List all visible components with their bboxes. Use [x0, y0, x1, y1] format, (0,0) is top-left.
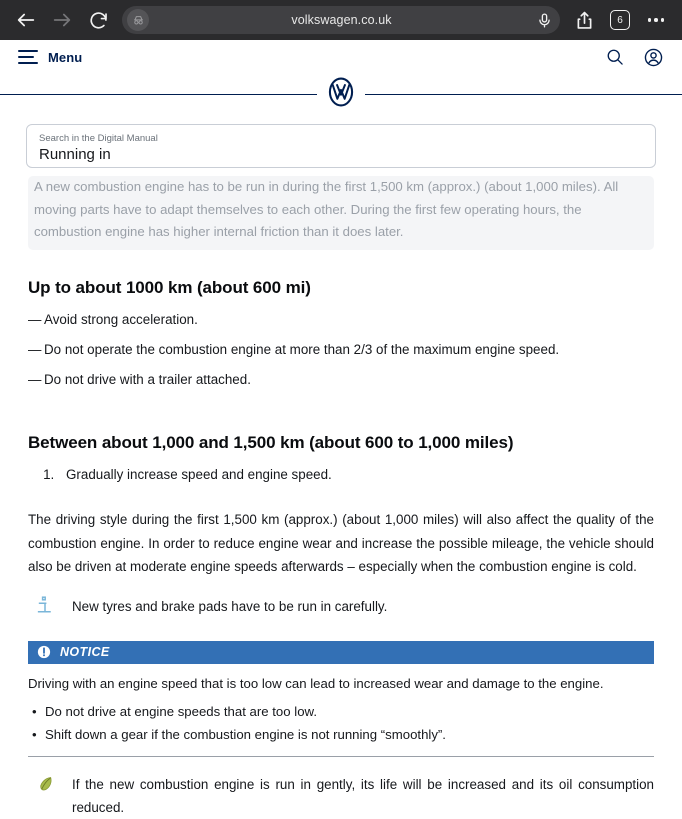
divider-left	[0, 94, 317, 95]
account-icon[interactable]	[643, 47, 664, 68]
search-input-label: Search in the Digital Manual	[39, 133, 158, 144]
notice-body	[28, 664, 654, 746]
search-icon[interactable]	[605, 47, 625, 67]
forward-button[interactable]	[50, 8, 74, 32]
menu-label: Menu	[48, 49, 83, 65]
eco-note-text: If the new combustion engine is run in gently, its life will be increased and its oil consumption reduced.	[72, 776, 654, 815]
more-ellipsis-icon	[648, 18, 652, 22]
url-text: volkswagen.co.uk	[291, 13, 392, 27]
browser-toolbar	[0, 0, 682, 40]
forward-arrow-icon	[51, 9, 73, 31]
manual-search-wrap	[0, 114, 682, 168]
incognito-icon	[131, 13, 146, 28]
info-note-text: New tyres and brake pads have to be run in carefully.	[72, 598, 388, 614]
logo-divider	[0, 74, 682, 114]
notice-list	[28, 700, 654, 746]
section-divider	[28, 756, 654, 757]
voice-search-button[interactable]	[534, 10, 554, 30]
share-button[interactable]	[572, 8, 596, 32]
url-bar[interactable]	[122, 6, 560, 34]
section-1-list	[28, 308, 654, 391]
tab-count-label: 6	[610, 10, 630, 30]
more-ellipsis-icon	[661, 18, 665, 22]
more-options-button[interactable]	[644, 8, 668, 32]
list-item: • Shift down a gear if the combustion engine is not running “smoothly”.	[28, 723, 654, 746]
information-icon	[36, 595, 58, 621]
more-ellipsis-icon	[654, 18, 658, 22]
search-input[interactable]	[26, 124, 656, 168]
share-icon	[574, 10, 595, 31]
list-item: 1. Gradually increase speed and engine speed.	[58, 463, 654, 486]
tab-count-button[interactable]	[608, 8, 632, 32]
info-note	[28, 595, 654, 621]
section-2-paragraph: The driving style during the first 1,500 km (approx.) (about 1,000 miles) will also affect the quality of the combustion engine. In order to reduce engine wear and increase the possible mileage, the vehicle should also be driven at moderate engine speeds afterwards – especially when the combustion engine is cold.	[28, 512, 654, 574]
site-header	[0, 40, 682, 74]
list-item: • Do not drive at engine speeds that are too low.	[28, 700, 654, 723]
list-item: — Do not drive with a trailer attached.	[28, 368, 654, 391]
manual-content	[0, 176, 682, 819]
leaf-icon	[36, 773, 58, 799]
hamburger-menu-icon	[18, 50, 38, 63]
notice-lead: Driving with an engine speed that is too low can lead to increased wear and damage to the engine.	[28, 675, 604, 691]
notice-label: NOTICE	[60, 645, 110, 659]
section-2-steps	[58, 463, 654, 486]
incognito-badge	[127, 9, 149, 31]
menu-button[interactable]	[18, 50, 82, 65]
back-arrow-icon	[15, 9, 37, 31]
exclamation-circle-icon	[37, 645, 51, 659]
microphone-icon	[536, 12, 553, 29]
section-1-title: Up to about 1000 km (about 600 mi)	[28, 278, 311, 297]
reload-icon	[88, 10, 109, 31]
header-icon-group	[605, 47, 664, 68]
reload-button[interactable]	[86, 8, 110, 32]
list-item: — Avoid strong acceleration.	[28, 308, 654, 331]
notice-banner	[28, 641, 654, 664]
intro-paragraph: A new combustion engine has to be run in during the first 1,500 km (approx.) (about 1,000 miles). All moving parts have to adapt themselves to each other. During the first few operating hours, the combustion engine has higher internal friction than it does later.	[34, 179, 619, 239]
back-button[interactable]	[14, 8, 38, 32]
divider-right	[365, 94, 682, 95]
search-input-value: Running in	[39, 146, 111, 163]
eco-note	[28, 773, 654, 819]
volkswagen-logo[interactable]	[318, 73, 364, 116]
list-item: — Do not operate the combustion engine at more than 2/3 of the maximum engine speed.	[28, 338, 654, 361]
intro-paragraph-box	[28, 176, 654, 250]
section-2-title: Between about 1,000 and 1,500 km (about 600 to 1,000 miles)	[28, 433, 514, 452]
